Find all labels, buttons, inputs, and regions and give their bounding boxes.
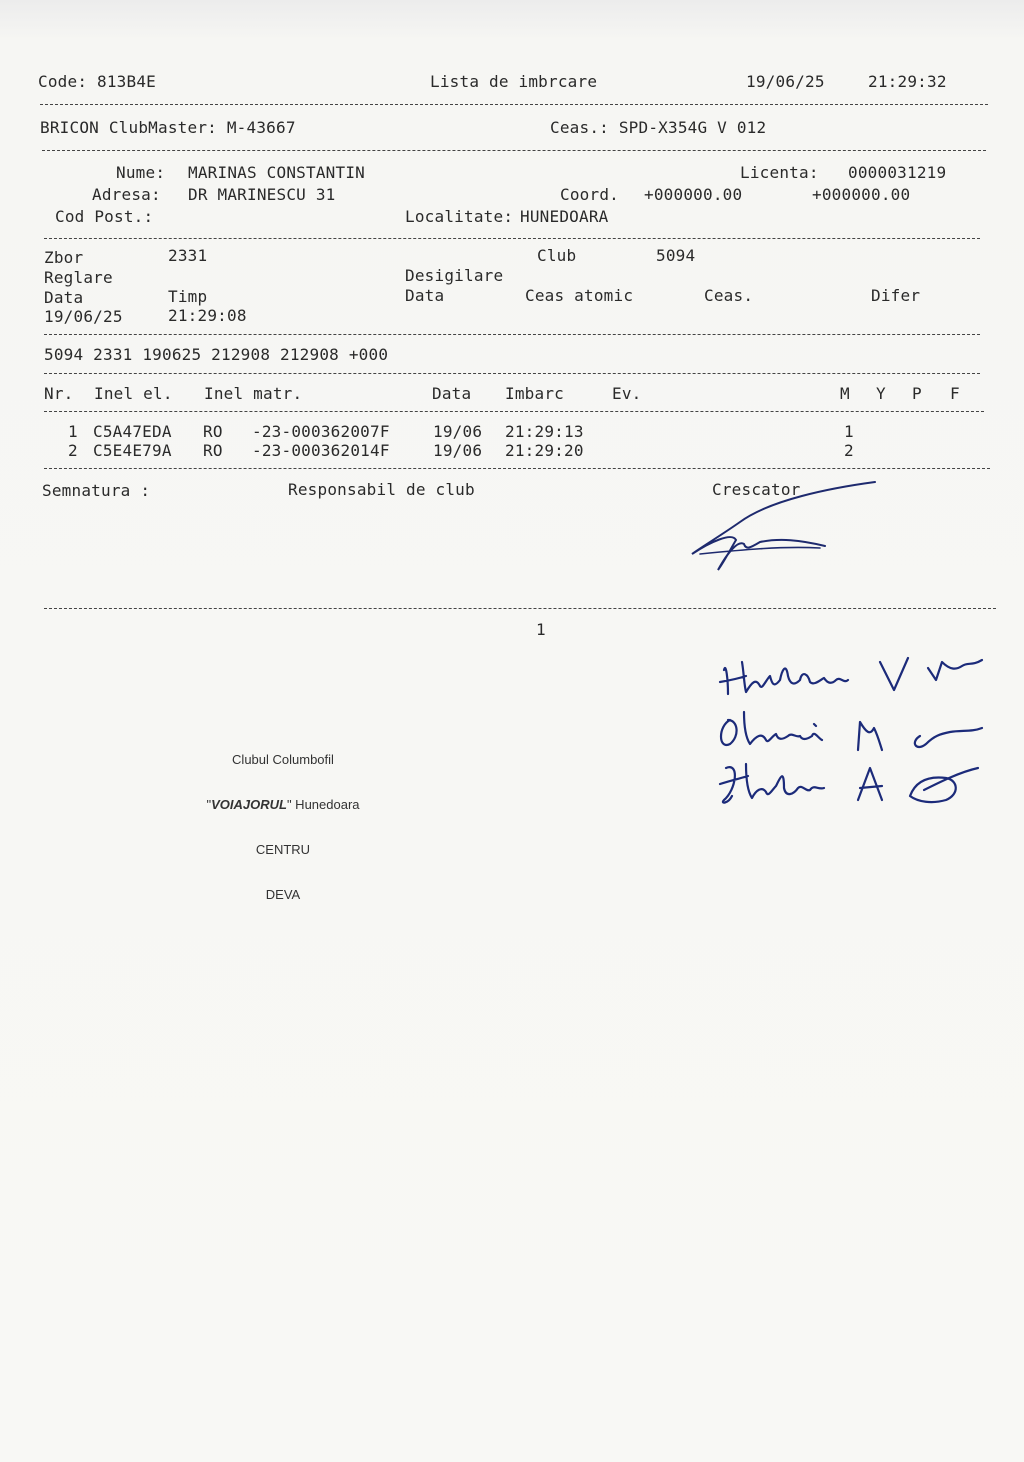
row-m: 2 bbox=[844, 441, 854, 460]
desigilare-label: Desigilare bbox=[405, 266, 504, 285]
adresa-label: Adresa: bbox=[92, 185, 161, 204]
licenta-label: Licenta: bbox=[740, 163, 819, 182]
witness-1-sign bbox=[928, 660, 982, 680]
row-nr: 2 bbox=[68, 441, 78, 460]
clock-id: Ceas.: SPD-X354G V 012 bbox=[550, 118, 767, 137]
witness-1-name bbox=[720, 662, 848, 694]
col-f: F bbox=[950, 384, 960, 403]
owner-name: MARINAS CONSTANTIN bbox=[188, 163, 365, 182]
print-date: 19/06/25 bbox=[746, 72, 825, 91]
witness-2-name bbox=[721, 712, 822, 745]
witness-2-initial bbox=[858, 722, 882, 750]
row-inel-el: C5A47EDA bbox=[93, 422, 172, 441]
owner-city: HUNEDOARA bbox=[520, 207, 609, 226]
row-data: 19/06 bbox=[433, 441, 483, 460]
coord-y: +000000.00 bbox=[812, 185, 911, 204]
data-label: Data bbox=[44, 288, 84, 307]
row-country: RO bbox=[203, 441, 223, 460]
divider bbox=[40, 104, 988, 105]
col-y: Y bbox=[876, 384, 886, 403]
club-label: Club bbox=[537, 246, 577, 265]
stamp-line-2 bbox=[168, 797, 398, 812]
localitate-label: Localitate: bbox=[405, 207, 514, 226]
witness-2-sign bbox=[915, 728, 982, 747]
col-inel-el: Inel el. bbox=[94, 384, 173, 403]
zbor-label: Zbor bbox=[44, 248, 84, 267]
witness-signatures bbox=[710, 640, 1000, 820]
code-label: Code: 813B4E bbox=[38, 72, 156, 91]
flight-number: 2331 bbox=[168, 246, 208, 265]
divider bbox=[44, 411, 984, 412]
col-nr: Nr. bbox=[44, 384, 74, 403]
breeder-signature bbox=[680, 470, 900, 580]
coord-label: Coord. bbox=[560, 185, 619, 204]
cod-post-label: Cod Post.: bbox=[55, 207, 154, 226]
reglare-date: 19/06/25 bbox=[44, 307, 123, 326]
ceas-label: Ceas. bbox=[704, 286, 754, 305]
col-p: P bbox=[912, 384, 922, 403]
divider bbox=[44, 334, 980, 335]
stamp-city: " Hunedoara bbox=[286, 797, 360, 812]
witness-3-initial bbox=[858, 768, 882, 800]
coord-x: +000000.00 bbox=[644, 185, 743, 204]
row-m: 1 bbox=[844, 422, 854, 441]
club-number: 5094 bbox=[656, 246, 696, 265]
responsabil-label: Responsabil de club bbox=[288, 480, 475, 499]
reglare-label: Reglare bbox=[44, 268, 113, 287]
row-inel-el: C5E4E79A bbox=[93, 441, 172, 460]
semnatura-label: Semnatura : bbox=[42, 481, 151, 500]
witness-1-initial bbox=[880, 658, 908, 690]
divider bbox=[44, 238, 980, 239]
clubmaster-id: BRICON ClubMaster: M-43667 bbox=[40, 118, 296, 137]
witness-3-sign bbox=[910, 768, 978, 802]
print-time: 21:29:32 bbox=[868, 72, 947, 91]
ceas-atomic-label: Ceas atomic bbox=[525, 286, 634, 305]
row-inel-matr: -23-000362014F bbox=[252, 441, 390, 460]
divider bbox=[42, 150, 986, 151]
col-inel-matr: Inel matr. bbox=[204, 384, 303, 403]
stamp-line-4: DEVA bbox=[265, 887, 301, 902]
nume-label: Nume: bbox=[116, 163, 166, 182]
reglare-time: 21:29:08 bbox=[168, 306, 247, 325]
divider bbox=[44, 373, 980, 374]
row-imbarc: 21:29:20 bbox=[505, 441, 584, 460]
row-data: 19/06 bbox=[433, 422, 483, 441]
stamp-club-name: VOIAJORUL bbox=[211, 797, 287, 812]
owner-address: DR MARINESCU 31 bbox=[188, 185, 336, 204]
club-stamp bbox=[168, 722, 398, 932]
row-inel-matr: -23-000362007F bbox=[252, 422, 390, 441]
divider bbox=[44, 468, 990, 469]
row-imbarc: 21:29:13 bbox=[505, 422, 584, 441]
difer-label: Difer bbox=[871, 286, 921, 305]
stamp-line-3: CENTRU bbox=[255, 842, 311, 857]
page-number: 1 bbox=[536, 620, 546, 639]
stamp-quote: " bbox=[206, 797, 212, 812]
col-data: Data bbox=[432, 384, 472, 403]
col-m: M bbox=[840, 384, 850, 403]
col-ev: Ev. bbox=[612, 384, 642, 403]
divider bbox=[44, 608, 996, 609]
row-country: RO bbox=[203, 422, 223, 441]
witness-3-name bbox=[720, 764, 824, 803]
license-number: 0000031219 bbox=[848, 163, 947, 182]
document-title: Lista de imbrcare bbox=[430, 72, 598, 91]
desigilare-data-label: Data bbox=[405, 286, 445, 305]
row-nr: 1 bbox=[68, 422, 78, 441]
summary-line: 5094 2331 190625 212908 212908 +000 bbox=[44, 345, 389, 364]
timp-label: Timp bbox=[168, 287, 208, 306]
col-imbarc: Imbarc bbox=[505, 384, 564, 403]
crescator-label: Crescator bbox=[712, 480, 801, 499]
stamp-line-1: Clubul Columbofil bbox=[232, 752, 334, 767]
